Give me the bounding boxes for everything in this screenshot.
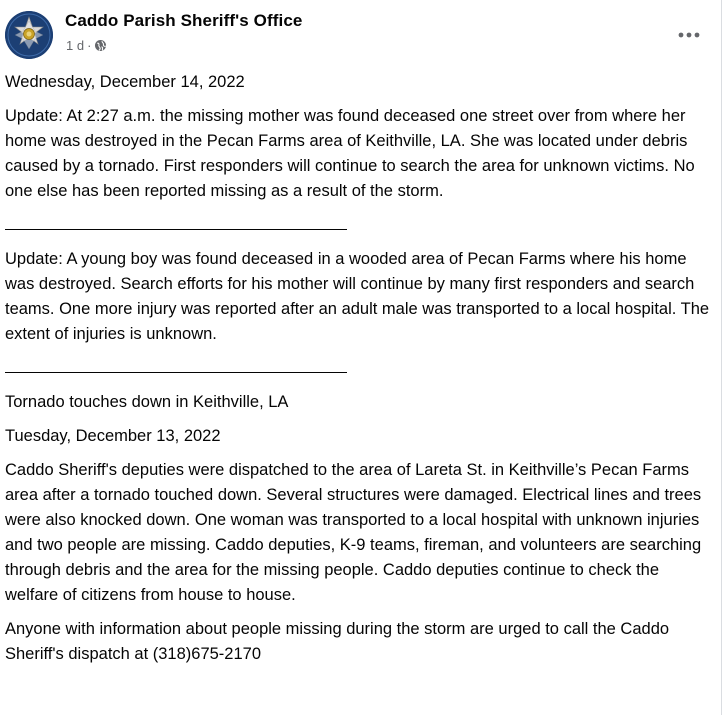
globe-icon[interactable] [94,39,107,52]
body-paragraph: Caddo Sheriff's deputies were dispatched to the area of Lareta St. in Keithville’s Pecan Farms area after a tornado touched down. Several structures were damaged. Electrical lines and trees were also knocked down. One woman was transported to a local hospital with unknown injuries and two people are missing. Caddo deputies, K-9 teams, fireman, and volunteers are searching through debris and the area for the missing people. Caddo deputies continue to check the welfare of citizens from house to house. [5,461,702,604]
more-options-button[interactable] [671,17,707,53]
avatar[interactable] [5,11,53,59]
update-paragraph: Update: A young boy was found deceased in a wooded area of Pecan Farms where his home was destroyed. Search efforts for his mother will continue by many first responders and search teams. One more injury was reported after an adult male was transported to a local hospital. The extent of injuries is unknown. [5,250,710,343]
separator-line [5,356,713,381]
headline-line: Tornado touches down in Keithville, LA [5,393,289,411]
contact-paragraph: Anyone with information about people missing during the storm are urged to call the Caddo Sheriff's dispatch at (318)675-2170 [5,620,670,663]
post-date-line: Tuesday, December 13, 2022 [5,427,221,445]
sheriff-star-badge-icon [5,11,53,59]
separator-line [5,213,713,238]
post-meta [66,38,107,53]
page-name[interactable]: Caddo Parish Sheriff's Office [65,11,303,30]
post-header [5,9,715,63]
more-horizontal-icon [678,32,700,38]
post-body [5,70,713,676]
post-date-line: Wednesday, December 14, 2022 [5,73,245,91]
update-paragraph: Update: At 2:27 a.m. the missing mother was found deceased one street over from where her home was destroyed in the Pecan Farms area of Keithville, LA. She was located under debris caused by a tornado. First responders will continue to search the area for unknown victims. No one else has been reported missing as a result of the storm. [5,107,695,200]
meta-separator: · [87,38,92,53]
post-timestamp[interactable]: 1 d [66,38,85,53]
